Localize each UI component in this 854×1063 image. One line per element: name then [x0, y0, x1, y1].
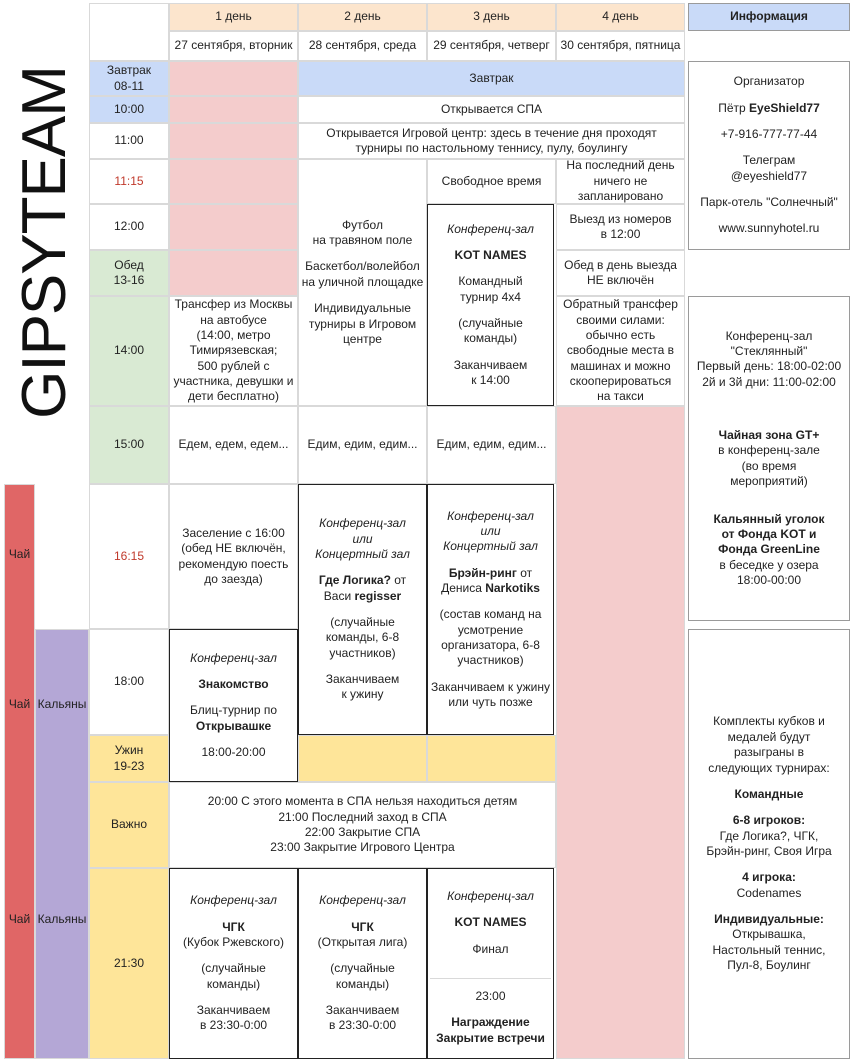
tea-label-3: Чай	[8, 912, 31, 927]
time-1115: 11:15	[89, 159, 169, 204]
day3-brainring-cell: Конференц-зал или Концертный зал Брэйн-ринг от Дениса Narkotiks (состав команд на усмотрение организатора, 6-8 участников) Заканчиваем к ужину или чуть позже	[427, 484, 554, 735]
day-1-header: 1 день	[169, 3, 298, 31]
time-1500: 15:00	[89, 406, 169, 484]
day3-ride: Едим, едим, едим...	[427, 406, 556, 484]
time-important: Важно	[89, 782, 169, 868]
day-2-header: 2 день	[298, 3, 427, 31]
day-4-header: 4 день	[556, 3, 685, 31]
day3-award-cell: 23:00 Награждение Закрытие встречи	[430, 978, 551, 1056]
day3-kotnames-cell: Конференц-зал KOT NAMES Командный турнир 4x4 (случайные команды) Заканчиваем к 14:00	[427, 204, 554, 406]
day1-1115-empty	[169, 159, 298, 204]
day4-evening-empty	[556, 406, 685, 1059]
time-breakfast: Завтрак 08-11	[89, 61, 169, 96]
time-2130: 21:30	[89, 868, 169, 1059]
tea-column	[4, 484, 35, 1059]
time-1800: 18:00	[89, 629, 169, 735]
day4-lunch-checkout: Обед в день выезда НЕ включён	[556, 250, 685, 296]
tea-label-1: Чай	[8, 547, 31, 562]
day-2-date: 28 сентября, среда	[298, 31, 427, 61]
day2-logic-cell: Конференц-зал или Концертный зал Где Логика? от Васи regisser (случайные команды, 6-8 участников) Заканчиваем к ужину	[298, 484, 427, 735]
day1-1000-empty	[169, 96, 298, 123]
time-dinner: Ужин 19-23	[89, 735, 169, 782]
day1-1100-empty	[169, 123, 298, 159]
day1-ride: Едем, едем, едем...	[169, 406, 298, 484]
day-3-header: 3 день	[427, 3, 556, 31]
tea-label-2: Чай	[8, 697, 31, 712]
day1-lunch-empty	[169, 250, 298, 296]
day2-ride: Едим, едим, едим...	[298, 406, 427, 484]
day3-free-time: Свободное время	[427, 159, 556, 204]
breakfast-cell: Завтрак	[298, 61, 685, 96]
important-cell: 20:00 С этого момента в СПА нельзя находиться детям 21:00 Последний заход в СПА 22:00 Закрытие СПА 23:00 Закрытие Игрового Центра	[169, 782, 556, 868]
day2-chgk-cell: Конференц-зал ЧГК (Открытая лига) (случайные команды) Заканчиваем в 23:30-0:00	[298, 868, 427, 1059]
hookah-label-1: Кальяны	[37, 697, 87, 712]
day3-final-cell: Конференц-зал KOT NAMES Финал	[427, 868, 554, 1059]
info-halls-box: Конференц-зал "Стеклянный" Первый день: 18:00-02:00 2й и 3й дни: 11:00-02:00 Чайная зона GT+ в конференц-зале (во время мероприятий) Кальянный уголок от Фонда KOT и Фонда GreenLine в беседке у озера 18:00-00:00	[688, 296, 850, 621]
day1-checkin: Заселение с 16:00 (обед НЕ включён, рекомендую поесть до заезда)	[169, 484, 298, 629]
day-1-date: 27 сентября, вторник	[169, 31, 298, 61]
time-1400: 14:00	[89, 296, 169, 406]
hookah-label-2: Кальяны	[37, 912, 87, 927]
info-organizer-box: Организатор Пётр EyeShield77 +7-916-777-77-44 Телеграм @eyeshield77 Парк-отель "Солнечный" www.sunnyhotel.ru	[688, 61, 850, 250]
day1-meet-cell: Конференц-зал Знакомство Блиц-турнир по Открывашке 18:00-20:00	[169, 629, 298, 782]
day2-sports-cell: Футбол на травяном поле Баскетбол/волейбол на уличной площадке Индивидуальные турниры в Игровом центре	[298, 159, 427, 406]
day3-dinner	[427, 735, 556, 782]
header-blank	[89, 3, 169, 61]
info-header: Информация	[688, 3, 850, 31]
day4-last-day: На последний день ничего не запланировано	[556, 159, 685, 204]
day1-transfer-in: Трансфер из Москвы на автобусе (14:00, метро Тимирязевская; 500 рублей с участника, девушки и дети бесплатно)	[169, 296, 298, 406]
info-cups-box: Комплекты кубков и медалей будут разыграны в следующих турнирах: Командные 6-8 игроков: Где Логика?, ЧГК, Брэйн-ринг, Своя Игра 4 игрока: Codenames Индивидуальные: Открывашка, Настольный теннис, Пул-8, Боулинг	[688, 629, 850, 1059]
day2-dinner	[298, 735, 427, 782]
day1-1200-empty	[169, 204, 298, 250]
brand-title	[0, 0, 88, 484]
day-3-date: 29 сентября, четверг	[427, 31, 556, 61]
time-1200: 12:00	[89, 204, 169, 250]
day1-breakfast-empty	[169, 61, 298, 96]
day-4-date: 30 сентября, пятница	[556, 31, 685, 61]
day1-chgk-cell: Конференц-зал ЧГК (Кубок Ржевского) (случайные команды) Заканчиваем в 23:30-0:00	[169, 868, 298, 1059]
game-center-cell: Открывается Игровой центр: здесь в течение дня проходят турниры по настольному теннису, пулу, боулингу	[298, 123, 685, 159]
time-1615: 16:15	[89, 484, 169, 629]
time-1100: 11:00	[89, 123, 169, 159]
brand-text: GIPSYTEAM	[9, 65, 79, 419]
time-lunch: Обед 13-16	[89, 250, 169, 296]
day4-checkout: Выезд из номеров в 12:00	[556, 204, 685, 250]
spa-open-cell: Открывается СПА	[298, 96, 685, 123]
day4-transfer-out: Обратный трансфер своими силами: обычно есть свободные места в машинах и можно скооперироваться на такси	[556, 296, 685, 406]
time-1000: 10:00	[89, 96, 169, 123]
